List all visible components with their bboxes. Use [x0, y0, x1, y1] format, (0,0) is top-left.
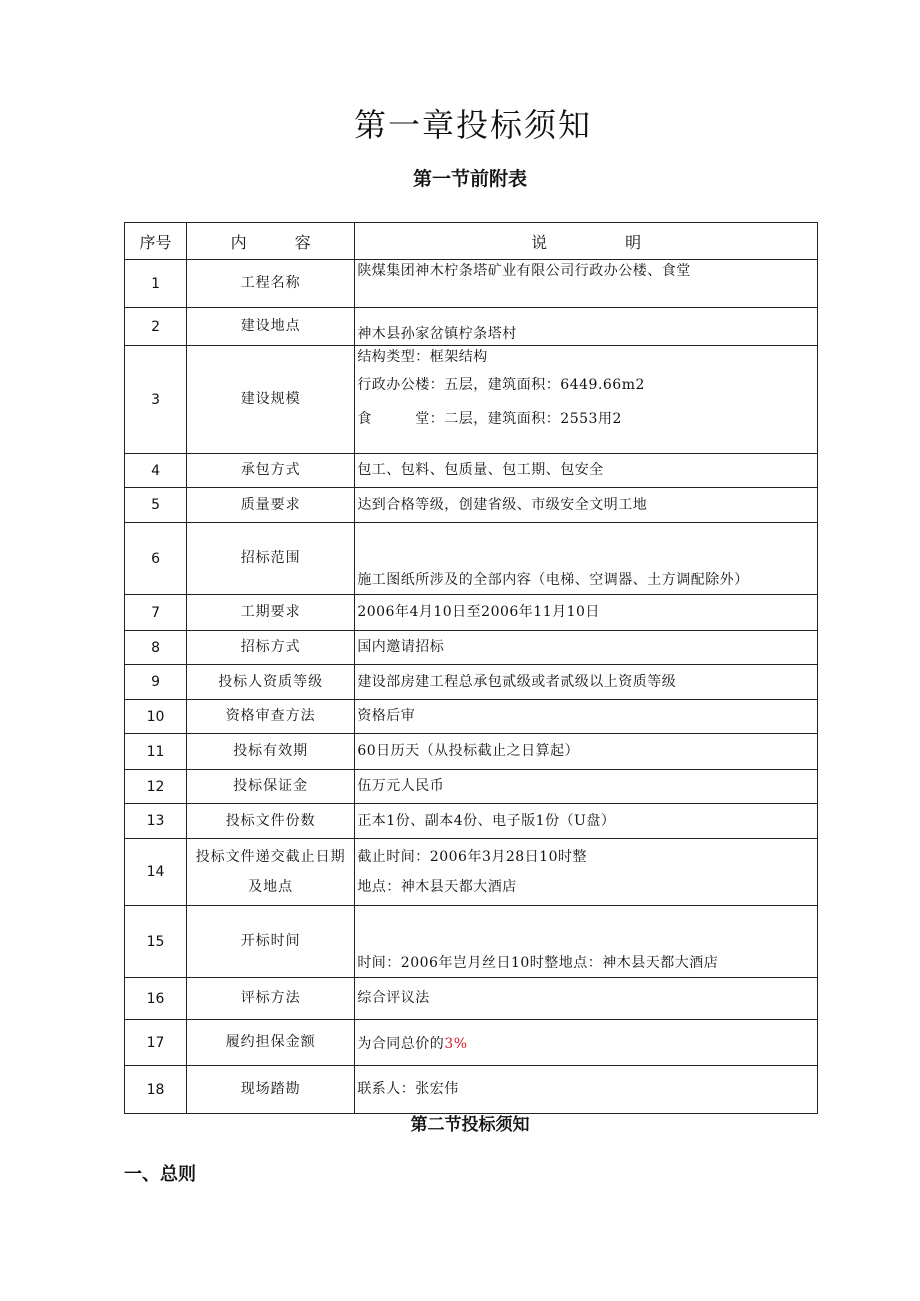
desc-line: 陕煤集团神木柠条塔矿业有限公司行政办公楼、食堂: [357, 263, 691, 279]
row-desc: [355, 523, 818, 595]
table-row: [125, 308, 818, 346]
row-desc: [355, 595, 818, 631]
row-desc: [355, 631, 818, 665]
table-row: [125, 260, 818, 308]
row-desc: [355, 700, 818, 734]
item-line: 及地点: [248, 879, 294, 895]
row-no: 13: [125, 804, 187, 839]
row-desc: [355, 488, 818, 523]
row-item: 投标有效期: [187, 734, 355, 770]
table-row: [125, 978, 818, 1020]
row-item: 招标方式: [187, 631, 355, 665]
row-item: 投标文件份数: [187, 804, 355, 839]
row-no: 10: [125, 700, 187, 734]
row-item: 投标人资质等级: [187, 665, 355, 700]
row-no: 3: [125, 346, 187, 454]
header-desc-char-1: 说: [531, 232, 548, 252]
row-desc: [355, 1020, 818, 1066]
desc-line: 施工图纸所涉及的全部内容（电梯、空调器、土方调配除外）: [357, 572, 749, 588]
row-no: 14: [125, 839, 187, 906]
row-no: 12: [125, 770, 187, 804]
row-desc: [355, 665, 818, 700]
row-item: 履约担保金额: [187, 1020, 355, 1066]
row-no: 16: [125, 978, 187, 1020]
row-item: 承包方式: [187, 454, 355, 488]
desc-line: 地点：神木县天都大酒店: [357, 879, 517, 895]
table-row: [125, 631, 818, 665]
desc-line: 2006年4月10日至2006年11月10日: [357, 604, 600, 621]
row-item: 现场踏勘: [187, 1066, 355, 1114]
table-row: [125, 665, 818, 700]
desc-line: 包工、包料、包质量、包工期、包安全: [357, 462, 604, 479]
row-no: 4: [125, 454, 187, 488]
front-attached-table: [124, 222, 818, 1114]
header-item: [187, 223, 355, 260]
row-item: 建设规模: [187, 346, 355, 454]
header-desc-char-2: 明: [625, 232, 642, 252]
row-desc: [355, 308, 818, 346]
row-no: 1: [125, 260, 187, 308]
row-no: 6: [125, 523, 187, 595]
desc-line: 资格后审: [357, 708, 416, 725]
row-item: 工程名称: [187, 260, 355, 308]
desc-line: 截止时间：2006年3月28日10时整: [357, 849, 587, 865]
general-heading: 一、总则: [124, 1164, 196, 1185]
desc-line: 结构类型：框架结构: [357, 349, 488, 365]
desc-line: 达到合格等级，创建省级、市级安全文明工地: [357, 496, 648, 513]
desc-line: 60日历天（从投标截止之日算起）: [357, 743, 580, 760]
header-desc: [355, 223, 818, 260]
row-desc: [355, 346, 818, 454]
row-item: [187, 839, 355, 906]
table-row: [125, 804, 818, 839]
row-item: 评标方法: [187, 978, 355, 1020]
desc-line: 建设部房建工程总承包贰级或者贰级以上资质等级: [357, 673, 677, 690]
desc-line: 国内邀请招标: [357, 639, 445, 656]
row-item: 工期要求: [187, 595, 355, 631]
table-row: [125, 523, 818, 595]
table-row: [125, 454, 818, 488]
desc-prefix: 为合同总价的: [357, 1035, 445, 1052]
desc-line: 正本1份、副本4份、电子版1份（U盘）: [357, 812, 616, 829]
table-row: [125, 906, 818, 978]
table-row: [125, 488, 818, 523]
row-no: 8: [125, 631, 187, 665]
row-desc: [355, 1066, 818, 1114]
table-row: [125, 1020, 818, 1066]
row-desc: [355, 734, 818, 770]
row-desc: [355, 804, 818, 839]
row-desc: [355, 978, 818, 1020]
header-item-char-1: 内: [230, 232, 247, 252]
row-item: 资格审查方法: [187, 700, 355, 734]
row-desc: [355, 260, 818, 308]
table-row: [125, 346, 818, 454]
row-desc: [355, 839, 818, 906]
row-no: 18: [125, 1066, 187, 1114]
section-title-bidder-instructions: 第二节投标须知: [410, 1115, 530, 1135]
table-row: [125, 734, 818, 770]
table-row: [125, 1066, 818, 1114]
table-header-row: [125, 223, 818, 260]
row-no: 5: [125, 488, 187, 523]
row-item: 招标范围: [187, 523, 355, 595]
row-no: 17: [125, 1020, 187, 1066]
desc-highlight: 3%: [444, 1035, 468, 1052]
desc-line: 联系人：张宏伟: [357, 1081, 459, 1098]
row-desc: [355, 770, 818, 804]
item-line: 投标文件递交截止日期: [195, 849, 346, 865]
header-no: 序号: [125, 223, 187, 260]
table-row: [125, 770, 818, 804]
row-no: 11: [125, 734, 187, 770]
table-row: [125, 595, 818, 631]
row-no: 15: [125, 906, 187, 978]
desc-line: 综合评议法: [357, 990, 430, 1007]
row-no: 9: [125, 665, 187, 700]
row-desc: [355, 454, 818, 488]
row-item: 投标保证金: [187, 770, 355, 804]
desc-line: 食 堂：二层，建筑面积：2553用2: [357, 411, 622, 427]
row-item: 质量要求: [187, 488, 355, 523]
table-row: [125, 700, 818, 734]
desc-line: 神木县孙家岔镇柠条塔村: [357, 325, 517, 342]
row-no: 2: [125, 308, 187, 346]
table-row: [125, 839, 818, 906]
desc-line: 伍万元人民币: [357, 778, 445, 795]
header-item-char-2: 容: [294, 232, 311, 252]
row-no: 7: [125, 595, 187, 631]
desc-line: 时间：2006年岂月丝日10时整地点：神木县天都大酒店: [357, 955, 719, 971]
row-item: 建设地点: [187, 308, 355, 346]
desc-line: 行政办公楼：五层，建筑面积：6449.66m2: [357, 377, 645, 393]
row-desc: [355, 906, 818, 978]
section-title-front-table: 第一节前附表: [412, 168, 527, 190]
row-item: 开标时间: [187, 906, 355, 978]
chapter-title: 第一章投标须知: [353, 106, 592, 144]
